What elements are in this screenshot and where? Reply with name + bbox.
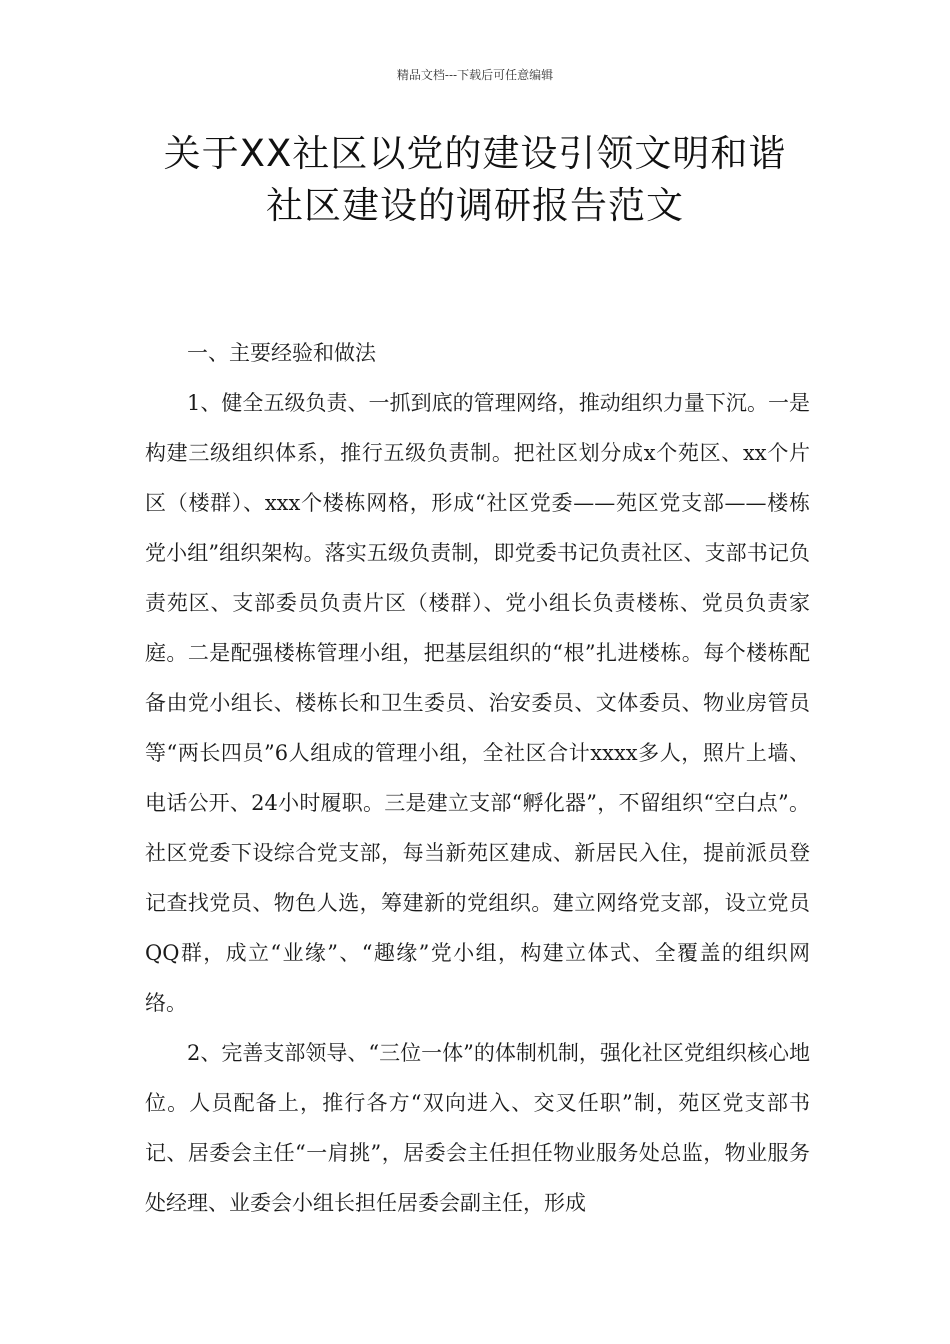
paragraph-2: 2、完善支部领导、“三位一体”的体制机制，强化社区党组织核心地位。人员配备上，推行各方“双向进入、交叉任职”制，苑区党支部书记、居委会主任“一肩挑”，居委会主任担任物业服务处总监，物业服务处经理、业委会小组长担任居委会副主任，形成 — [145, 1041, 810, 1215]
document-body — [145, 328, 810, 1228]
document-title — [0, 128, 950, 232]
document-header-note: 精品文档---下载后可任意编辑 — [396, 68, 554, 82]
section-heading: 一、主要经验和做法 — [187, 341, 376, 365]
title-line-2: 社区建设的调研报告范文 — [266, 184, 684, 227]
paragraph-1: 1、健全五级负责、一抓到底的管理网络，推动组织力量下沉。一是构建三级组织体系，推行五级负责制。把社区划分成x个苑区、xx个片区（楼群）、xxx个楼栋网格，形成“社区党委——苑区党支部——楼栋党小组”组织架构。落实五级负责制，即党委书记负责社区、支部书记负责苑区、支部委员负责片区（楼群）、党小组长负责楼栋、党员负责家庭。二是配强楼栋管理小组，把基层组织的“根”扎进楼栋。每个楼栋配备由党小组长、楼栋长和卫生委员、治安委员、文体委员、物业房管员等“两长四员”6人组成的管理小组，全社区合计xxxx多人，照片上墙、电话公开、24小时履职。三是建立支部“孵化器”，不留组织“空白点”。社区党委下设综合党支部，每当新苑区建成、新居民入住，提前派员登记查找党员、物色人选，筹建新的党组织。建立网络党支部，设立党员QQ群，成立“业缘”、“趣缘”党小组，构建立体式、全覆盖的组织网络。 — [145, 391, 810, 1015]
title-line-1: 关于XX社区以党的建设引领文明和谐 — [163, 132, 787, 175]
